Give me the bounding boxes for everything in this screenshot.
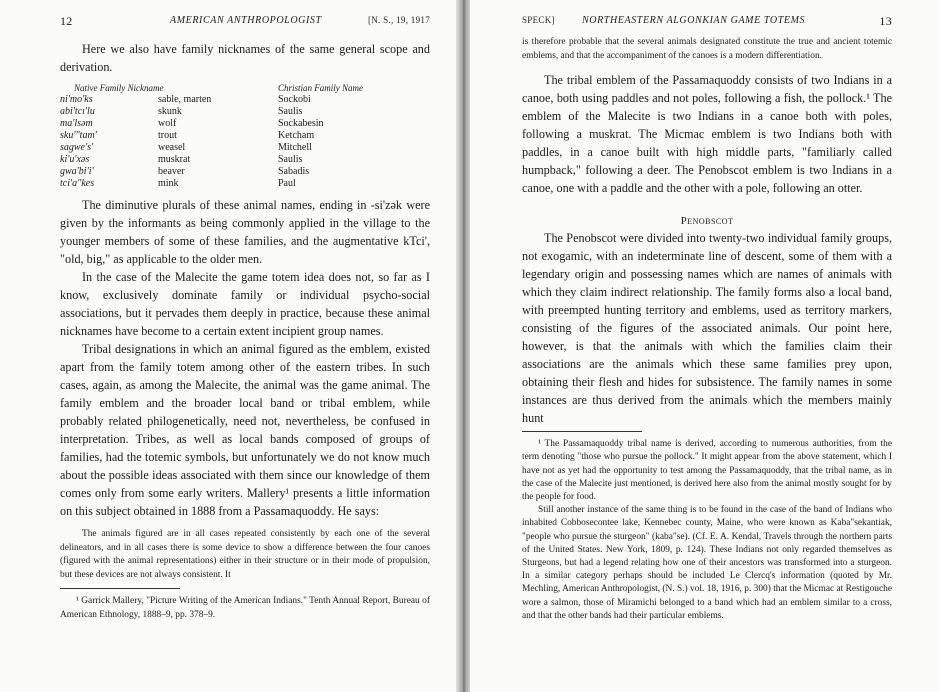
footnote-rule (60, 588, 180, 589)
header-native: Native Family Nickname (74, 83, 164, 93)
right-body (522, 71, 892, 197)
native-name: ni'mo'ks (60, 94, 93, 105)
native-name: ki'u'xəs (60, 154, 90, 165)
table-row (60, 166, 398, 178)
body-paragraph: In the case of the Malecite the game totem idea does not, so far as I know, exclusively dominate family or individual psycho-social associations, but it pervades them deeply in practice, because these animal nicknames have become to a certain extent incipient group names. (60, 270, 430, 338)
table-row (60, 142, 398, 154)
table-row (60, 178, 398, 190)
animal-name: mink (158, 178, 179, 189)
animal-name: muskrat (158, 154, 191, 165)
christian-name: Paul (278, 178, 296, 189)
native-name: gwa'bi'i' (60, 166, 94, 177)
christian-name: Saulis (278, 106, 303, 117)
body-paragraph: The diminutive plurals of these animal names, ending in -si'zək were given by the informants as being commonly applied in the village to the younger members of some of these families, and the augmentative kTci', "old, big," as applicable to the older men. (60, 198, 430, 266)
right-page (470, 0, 940, 692)
mallery-quote (60, 528, 430, 582)
intro-paragraph: Here we also have family nicknames of the same general scope and derivation. (60, 42, 430, 74)
left-page (0, 0, 458, 692)
right-body-2 (522, 229, 892, 427)
footnote-text: Still another instance of the same thing is to be found in the case of the band of Indians who inhabited Cobbosecontee lake, Kennebec county, Maine, who were known as Kaba"sekantiak, "people who pursue the sturgeon" (kaba"se). (Cf. E. A. Kendal, Travels through the northern parts of the United States. New York, 1809, p. 124). These Indians not only regarded themselves as Sturgeons, but had a legend relating how one of their ancestors was transformed into a sturgeon. In a similar category perhaps should be included Le Clercq's information (quoted by Mr. Mechling, American Anthropologist, (N. S.) vol. 18, 1916, p. 300) that the Micmac at Restigouche wore a salmon, those of Miramichi belonged to a band which had an emblem similar to a cross, and that the other bands had their particular emblems. (522, 505, 892, 621)
author-label: SPECK] (522, 15, 555, 25)
quote-text: is therefore probable that the several animals designated constitute the true and ancient totemic emblems, and that the accompaniment of the canoes is a modern differentiation. (522, 37, 892, 61)
table-row (60, 106, 398, 118)
native-name: abi'tcı'lu (60, 106, 95, 117)
animal-name: wolf (158, 118, 177, 129)
christian-name: Mitchell (278, 142, 312, 153)
body-paragraph: The Penobscot were divided into twenty-two individual family groups, not exogamic, with an indeterminate line of descent, some of them with a legendary origin and possessing names which are names of animals with which they claim indirect relationship. The family forms also a local band, with preempted hunting territory and emblems, used as territory markers, consisting of the figures of the associated animals. Our point here, however, is that the animals with which the families claim their associations are the animals which these same families prey upon, obtaining their flesh and hides for subsistence. The family names in some instances are thus derived from the animals which the members mainly hunt (522, 231, 892, 426)
left-running-title: AMERICAN ANTHROPOLOGIST (170, 15, 322, 26)
right-running-head (522, 14, 892, 30)
nickname-table (60, 82, 398, 190)
left-footnote (60, 595, 430, 621)
animal-name: sable, marten (158, 94, 212, 105)
footnote-text: ¹ The Passamaquoddy tribal name is derived, according to numerous authorities, from the term denoting "those who pursue the pollock." It might appear from the above statement, which I have not as yet had the opportunity to test among the Passamaquoddy, that the tribal name, as in the case of the Malecite just mentioned, is derived here also from the animal mostly sought for by the people for food. (522, 439, 892, 502)
animal-name: skunk (158, 106, 182, 117)
quote-continuation (522, 36, 892, 63)
header-christian: Christian Family Name (278, 83, 363, 93)
christian-name: Sockobi (278, 94, 311, 105)
body-paragraph: Tribal designations in which an animal figured as the emblem, existed apart from the family totem among other of the eastern tribes. In such cases, again, as among the Malecite, the animal was the game animal. The family emblem and the broader local band or tribal emblem, while probably related philogenetically, need not, nevertheless, be confused in interpretation. Tribes, as well as local bands composed of groups of families, had the totemic symbols, but unfortunately we do not know much about the possible ideas associated with them since our knowledge of them comes only from some early writers. Mallery¹ presents a little information on this subject obtained in 1888 from a Passamaquoddy. He says: (60, 342, 430, 518)
right-footnotes (522, 438, 892, 623)
native-name: sku'"tam' (60, 130, 97, 141)
right-running-title: NORTHEASTERN ALGONKIAN GAME TOTEMS (582, 15, 806, 26)
left-running-head (60, 14, 430, 30)
right-page-number: 13 (879, 14, 892, 28)
christian-name: Sabadis (278, 166, 310, 177)
left-page-number: 12 (60, 14, 73, 28)
table-row (60, 154, 398, 166)
animal-name: trout (158, 130, 177, 141)
native-name: tci'a"kes (60, 178, 95, 189)
left-body (60, 40, 430, 76)
native-name: sagwe's' (60, 142, 94, 153)
table-row (60, 130, 398, 142)
section-heading: Penobscot (680, 215, 734, 228)
footnote-rule (522, 431, 642, 432)
issue-label: [N. S., 19, 1917 (367, 15, 430, 25)
animal-name: weasel (158, 142, 186, 153)
quote-text: The animals figured are in all cases repeated consistently by each one of the several delineators, and in all cases there is some device to show a difference between the four canoes (figured with the animal representations) either in their structure or in their mode of propulsion, but these devices are not always consistent. It (60, 529, 430, 580)
table-row (60, 118, 398, 130)
christian-name: Ketcham (278, 130, 315, 141)
left-body-paragraphs (60, 196, 430, 520)
animal-name: beaver (158, 166, 185, 177)
body-paragraph: The tribal emblem of the Passamaquoddy consists of two Indians in a canoe, both using paddles and not poles, following a fish, the pollock.¹ The emblem of the Malecite is two Indians in a canoe both with poles, following a muskrat. The Micmac emblem is two Indians both with paddles, in a canoe built with high middle parts, "familiarly called humpback," following a deer. The Penobscot emblem is two Indians in a canoe, one with a paddle and the other with a pole, following an otter. (522, 73, 892, 196)
footnote-text: ¹ Garrick Mallery, "Picture Writing of the American Indians." Tenth Annual Report, Bureau of American Ethnology, 1888–9, pp. 378–9. (60, 596, 430, 620)
christian-name: Saulis (278, 154, 303, 165)
table-row (60, 94, 398, 106)
christian-name: Sockabesin (278, 118, 324, 129)
native-name: ma'lsəm (60, 118, 93, 129)
